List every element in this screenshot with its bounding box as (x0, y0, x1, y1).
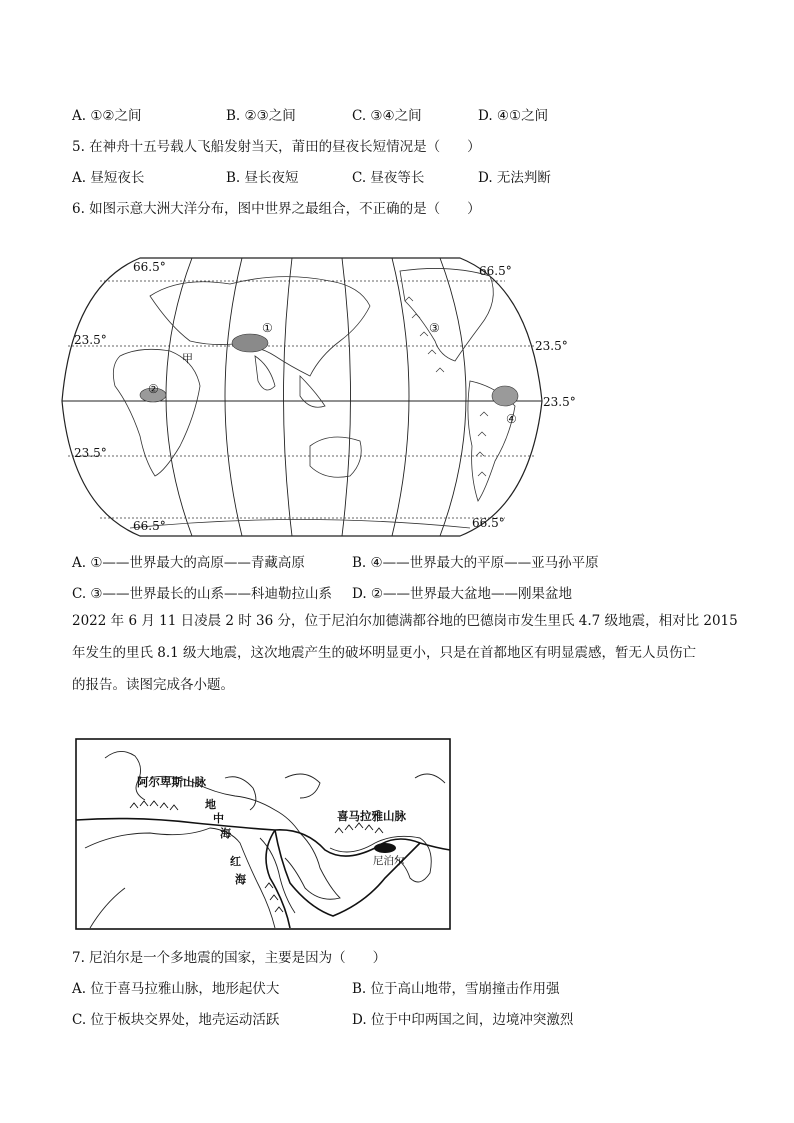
marker-jia: 甲 (182, 352, 193, 365)
region-1-shape (232, 334, 268, 352)
marker-1: ① (262, 321, 273, 335)
marker-2: ② (148, 382, 159, 396)
region-4-shape (492, 386, 518, 406)
lat-label-ne: 66.5° (479, 264, 512, 278)
lat-label-w-north: 23.5° (74, 333, 107, 347)
lat-label-sw: 66.5° (133, 519, 166, 533)
q6-option-a[interactable]: A. ①——世界最大的高原——青藏高原 (72, 555, 305, 571)
q6-option-b[interactable]: B. ④——世界最大的平原——亚马孙平原 (352, 555, 599, 571)
lat-label-nw: 66.5° (133, 260, 166, 274)
q5-option-b[interactable]: B. 昼长夜短 (226, 170, 299, 186)
label-red-2: 海 (235, 873, 246, 886)
q4-option-d[interactable]: D. ④①之间 (478, 108, 549, 124)
q7-option-d[interactable]: D. 位于中印两国之间，边境冲突激烈 (352, 1012, 574, 1028)
q6-stem: 6. 如图示意大洲大洋分布，图中世界之最组合，不正确的是（ ） (72, 201, 481, 217)
q6-option-c[interactable]: C. ③——世界最长的山系——科迪勒拉山系 (72, 586, 333, 602)
q5-option-a[interactable]: A. 昼短夜长 (72, 170, 145, 186)
q5-option-d[interactable]: D. 无法判断 (478, 170, 551, 186)
meridians (166, 258, 466, 536)
label-nepal: 尼泊尔 (373, 855, 405, 867)
label-alps: 阿尔卑斯山脉 (137, 775, 206, 789)
passage-line-1: 2022 年 6 月 11 日凌晨 2 时 36 分，位于尼泊尔加德满都谷地的巴德岗市发生里氏 4.7 级地震，相对比 2015 (72, 613, 738, 629)
passage-line-3: 的报告。读图完成各小题。 (72, 677, 234, 693)
q7-stem: 7. 尼泊尔是一个多地震的国家，主要是因为（ ） (72, 950, 387, 966)
label-med-1: 地 (205, 798, 216, 811)
marker-3: ③ (429, 321, 440, 335)
q7-option-a[interactable]: A. 位于喜马拉雅山脉，地形起伏大 (72, 981, 280, 997)
marker-4: ④ (506, 412, 517, 426)
passage (72, 605, 738, 701)
q5-option-c[interactable]: C. 昼夜等长 (352, 170, 425, 186)
lat-label-w-south: 23.5° (74, 446, 107, 460)
q7-option-c[interactable]: C. 位于板块交界处，地壳运动活跃 (72, 1012, 280, 1028)
label-red-1: 红 (230, 855, 241, 868)
label-himalaya: 喜马拉雅山脉 (337, 809, 406, 823)
q4-option-b[interactable]: B. ②③之间 (226, 108, 296, 124)
lat-label-equator: 23.5° (543, 395, 576, 409)
lat-label-e-north: 23.5° (535, 339, 568, 353)
label-med-3: 海 (220, 827, 231, 840)
q4-option-c[interactable]: C. ③④之间 (352, 108, 422, 124)
plate-boundary-map (75, 738, 451, 930)
label-med-2: 中 (213, 812, 224, 825)
q5-stem: 5. 在神舟十五号载人飞船发射当天，莆田的昼夜长短情况是（ ） (72, 139, 481, 155)
q6-option-d[interactable]: D. ②——世界最大盆地——刚果盆地 (352, 586, 573, 602)
mountain-ticks (405, 297, 488, 476)
world-map (60, 246, 560, 546)
lat-label-se: 66.5° (472, 516, 505, 530)
map-frame (62, 258, 542, 536)
passage-line-2: 年发生的里氏 8.1 级大地震，这次地震产生的破坏明显更小，只是在首都地区有明显震感，暂无人员伤亡 (72, 645, 697, 661)
q4-option-a[interactable]: A. ①②之间 (72, 108, 142, 124)
nepal-shape (374, 843, 396, 853)
q7-option-b[interactable]: B. 位于高山地带，雪崩撞击作用强 (352, 981, 560, 997)
